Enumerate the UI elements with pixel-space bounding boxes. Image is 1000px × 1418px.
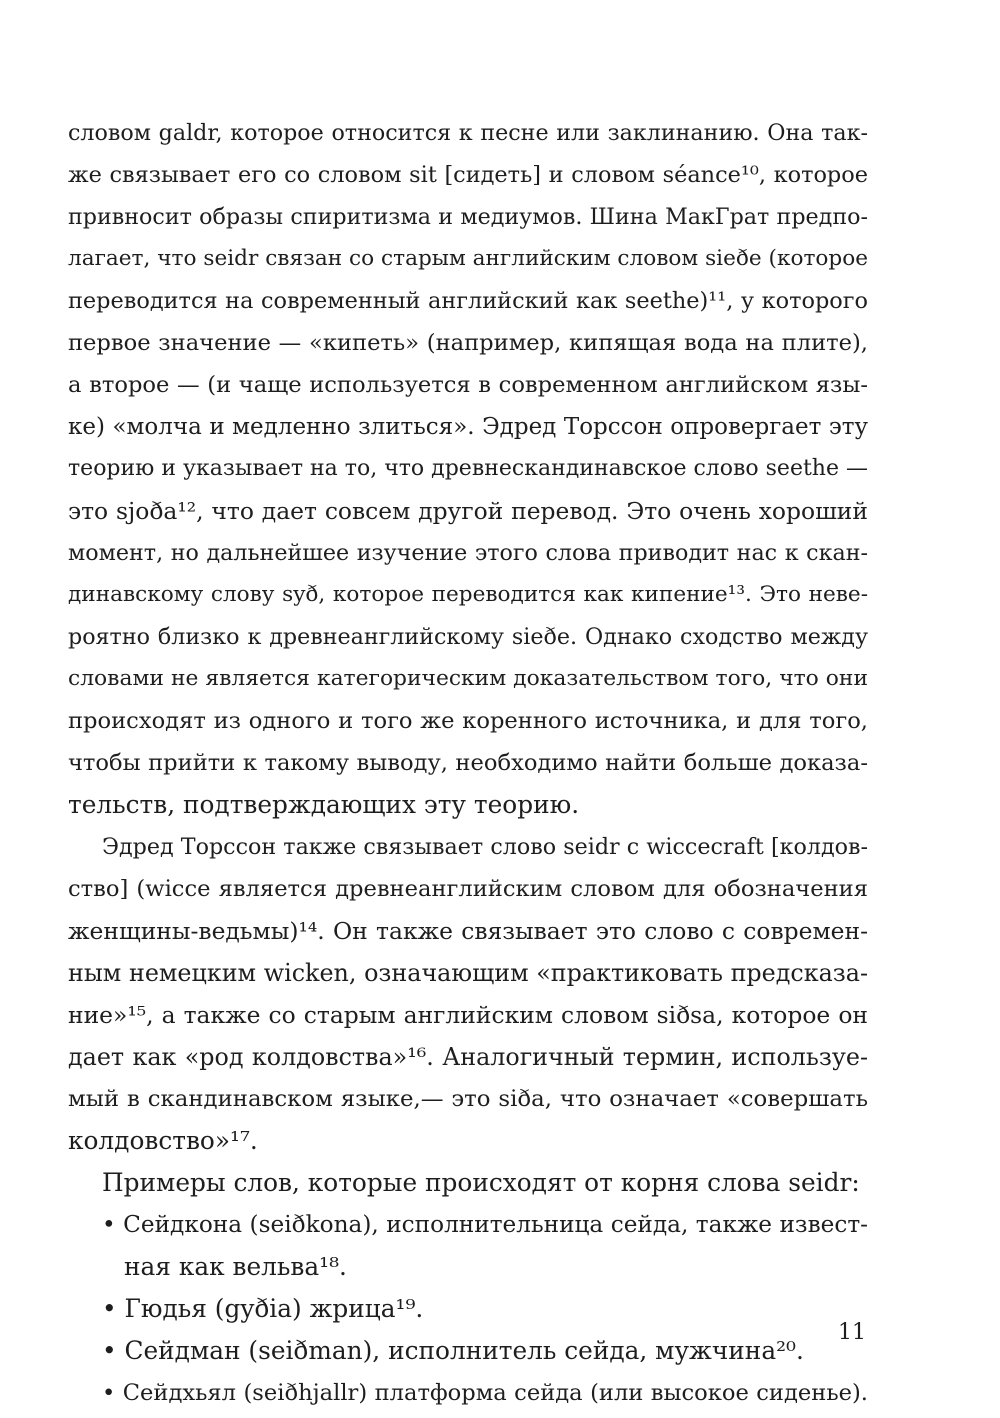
text-line: словом galdr, которое относится к песне или заклинанию. Она так- [68,120,868,146]
text-line: ным немецким wicken, означающим «практиковать предсказа- [68,959,868,987]
text-line: чтобы прийти к такому выводу, необходимо найти больше доказа- [68,750,868,776]
text-line: динавскому слову syð, которое переводится как кипение¹³. Это неве- [68,582,868,607]
text-line: привносит образы спиритизма и медиумов. Шина МакГрат предпо- [68,204,868,230]
text-line: ние»¹⁵, а также со старым английским словом siðsa, которое он [68,1001,868,1029]
text-line: роятно близко к древнеанглийскому sieðe. Однако сходство между [68,624,868,650]
bullet-item: • Гюдья (gyðia) жрица¹⁹. [102,1294,424,1323]
bullet-item: • Сейдхьял (seiðhjallr) платформа сейда (или высокое сиденье). [102,1380,868,1406]
text-line: женщины-ведьмы)¹⁴. Он также связывает это слово с современ- [68,917,868,945]
text-line: момент, но дальнейшее изучение этого слова приводит нас к скан- [68,540,868,566]
bullet-item: • Сейдкона (seiðkona), исполнительница сейда, также извест- [102,1211,868,1238]
text-line: тельств, подтверждающих эту теорию. [68,790,580,819]
text-line: же связывает его со словом sit [сидеть] и словом séance¹⁰, которое [68,162,868,188]
text-line: колдовство»¹⁷. [68,1126,258,1155]
text-line: теорию и указывает на то, что древнескандинавское слово seethe — [68,456,868,481]
body-text [68,112,868,1414]
text-line: первое значение — «кипеть» (например, кипящая вода на плите), [68,330,868,356]
text-line: словами не является категорическим доказательством того, что они [68,666,868,691]
text-line: происходят из одного и того же коренного источника, и для того, [68,708,868,734]
text-line: это sjoða¹², что дает совсем другой перевод. Это очень хороший [68,497,868,525]
page-number: 11 [838,1320,866,1345]
bullet-item-continuation: ная как вельва¹⁸. [124,1252,347,1281]
text-line: Эдред Торссон также связывает слово seidr с wiccecraft [колдов- [102,834,868,860]
text-line: переводится на современный английский как seethe)¹¹, у которого [68,288,868,314]
text-line: лагает, что seidr связан со старым английским словом sieðe (которое [68,246,868,271]
text-line: мый в скандинавском языке,— это siða, что означает «совершать [68,1086,868,1112]
text-line: ке) «молча и медленно злиться». Эдред Торссон опровергает эту [68,414,868,440]
bullet-item: • Сейдман (seiðman), исполнитель сейда, мужчина²⁰. [102,1336,804,1365]
text-line: а второе — (и чаще используется в современном английском язы- [68,372,868,398]
text-line: ство] (wicce является древнеанглийским словом для обозначения [68,876,868,902]
text-line: Примеры слов, которые происходят от корня слова seidr: [102,1168,860,1197]
text-line: дает как «род колдовства»¹⁶. Аналогичный термин, используе- [68,1043,868,1071]
